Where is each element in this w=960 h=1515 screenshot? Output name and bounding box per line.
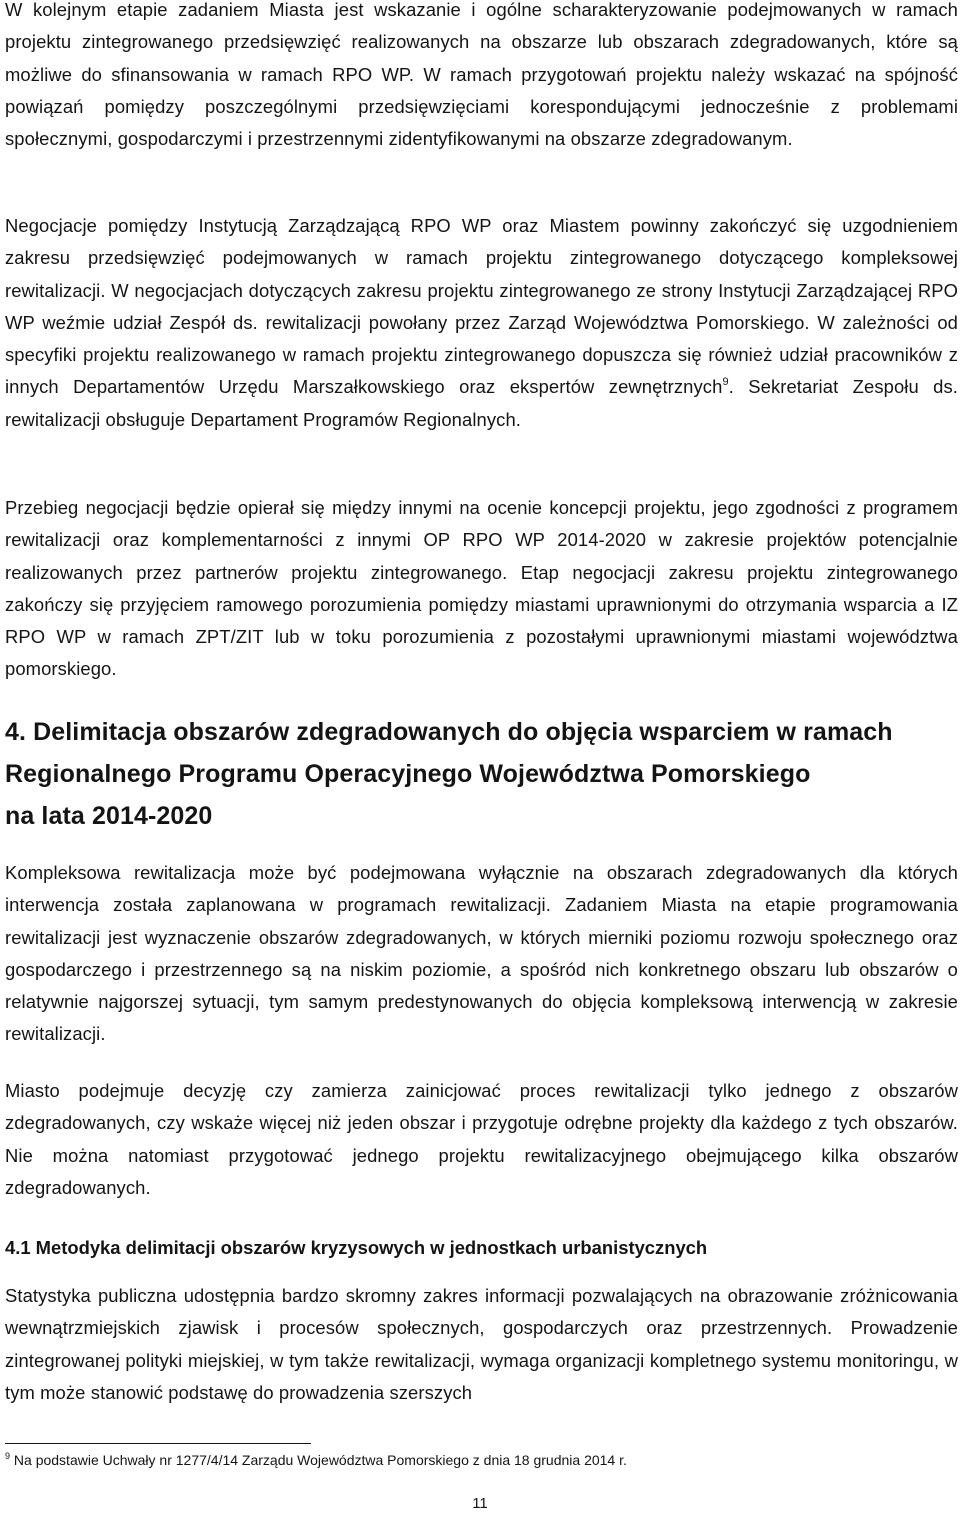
footnote-number: 9 bbox=[5, 1451, 11, 1461]
paragraph-negotiations-text: Negocjacje pomiędzy Instytucją Zarządzającą RPO WP oraz Miastem powinny zakończyć się uzgodnieniem zakresu przedsięwzięć podejmowanych w ramach projektu zintegrowanego dotyczącego kompleksowej rewitalizacji. W negocjacjach dotyczących zakresu projektu zintegrowanego ze strony Instytucji Zarządzającej RPO WP weźmie udział Zespół ds. rewitalizacji powołany przez Zarząd Województwa Pomorskiego. W zależności od specyfiki projektu realizowanego w ramach projektu zintegrowanego dopuszcza się również udział pracowników z innych Departamentów Urzędu Marszałkowskiego oraz ekspertów zewnętrznych bbox=[5, 215, 958, 398]
footnote bbox=[5, 1448, 627, 1472]
page-number: 11 bbox=[472, 1495, 488, 1512]
footnote-separator bbox=[5, 1443, 311, 1444]
section-heading bbox=[5, 711, 958, 837]
subsection-heading: 4.1 Metodyka delimitacji obszarów kryzysowych w jednostkach urbanistycznych bbox=[5, 1237, 708, 1258]
paragraph-city-decision: Miasto podejmuje decyzję czy zamierza zainicjować proces rewitalizacji tylko jednego z obszarów zdegradowanych, czy wskaże więcej niż jeden obszar i przygotuje odrębne projekty dla każdego z tych obszarów. Nie można natomiast przygotować jednego projektu rewitalizacyjnego obejmującego kilka obszarów zdegradowanych. bbox=[5, 1080, 958, 1198]
footnote-text: Na podstawie Uchwały nr 1277/4/14 Zarządu Województwa Pomorskiego z dnia 18 grudnia 2014 r. bbox=[13, 1452, 627, 1468]
paragraph-intro: W kolejnym etapie zadaniem Miasta jest wskazanie i ogólne scharakteryzowanie podejmowanych w ramach projektu zintegrowanego przedsięwzięć realizowanych na obszarze lub obszarach zdegradowanych, które są możliwe do sfinansowania w ramach RPO WP. W ramach przygotowań projektu należy wskazać na spójność powiązań pomiędzy poszczególnymi przedsięwzięciami korespondującymi jednocześnie z problemami społecznymi, gospodarczymi i przestrzennymi zidentyfikowanymi na obszarze zdegradowanym. bbox=[5, 0, 958, 150]
paragraph-negotiations bbox=[5, 210, 958, 436]
paragraph-comprehensive-revitalization: Kompleksowa rewitalizacja może być podejmowana wyłącznie na obszarach zdegradowanych dla których interwencja została zaplanowana w programach rewitalizacji. Zadaniem Miasta na etapie programowania rewitalizacji jest wyznaczenie obszarów zdegradowanych, w których mierniki poziomu rozwoju społecznego oraz gospodarczego i przestrzennego są na niskim poziomie, a spośród nich konkretnego obszaru lub obszarów o relatywnie najgorszej sytuacji, tym samym predestynowanych do objęcia kompleksową interwencją w zakresie rewitalizacji. bbox=[5, 862, 958, 1045]
paragraph-negotiation-course: Przebieg negocjacji będzie opierał się między innymi na ocenie koncepcji projektu, jego zgodności z programem rewitalizacji oraz komplementarności z innymi OP RPO WP 2014-2020 w zakresie projektów potencjalnie realizowanych przez partnerów projektu zintegrowanego. Etap negocjacji zakresu projektu zintegrowanego zakończy się przyjęciem ramowego porozumienia pomiędzy miastami uprawnionymi do otrzymania wsparcia a IZ RPO WP w ramach ZPT/ZIT lub w toku porozumienia z pozostałymi uprawnionymi miastami województwa pomorskiego. bbox=[5, 497, 958, 680]
footnote-reference[interactable]: 9 bbox=[722, 376, 729, 389]
section-heading-line-2: Regionalnego Programu Operacyjnego Województwa Pomorskiego bbox=[5, 760, 811, 788]
section-heading-line-3: na lata 2014-2020 bbox=[5, 802, 213, 830]
paragraph-statistics: Statystyka publiczna udostępnia bardzo skromny zakres informacji pozwalających na obrazowanie zróżnicowania wewnątrzmiejskich zjawisk i procesów społecznych, gospodarczych oraz przestrzennych. Prowadzenie zintegrowanej polityki miejskiej, w tym także rewitalizacji, wymaga organizacji kompletnego systemu monitoringu, w tym może stanowić podstawę do prowadzenia szerszych bbox=[5, 1285, 958, 1403]
paragraph-negotiations-text-end: . Sekretariat Zespołu ds. rewitalizacji obsługuje Departament Programów Regionalnych. bbox=[5, 376, 958, 430]
section-heading-line-1: 4. Delimitacja obszarów zdegradowanych do objęcia wsparciem w ramach bbox=[5, 718, 893, 746]
